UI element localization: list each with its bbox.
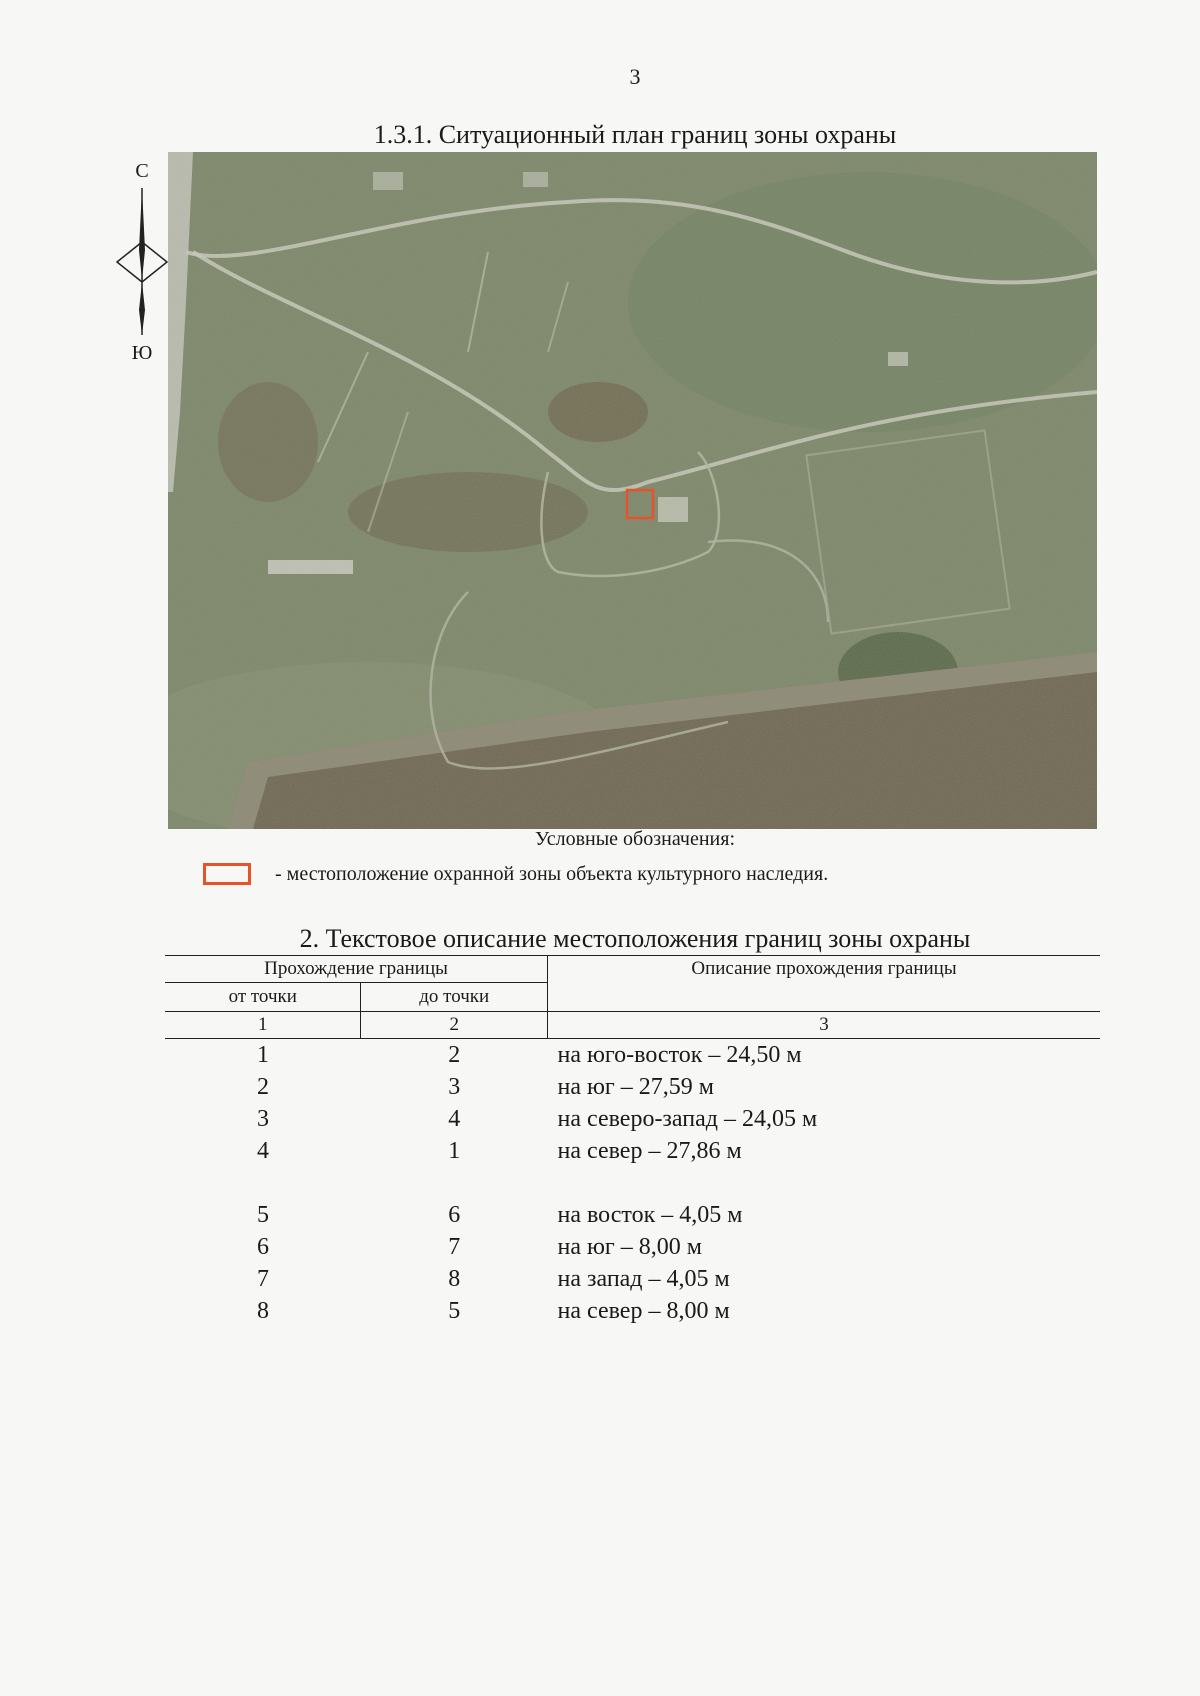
to-point: 4 xyxy=(448,1105,461,1132)
boundary-description: на север – 27,86 м xyxy=(557,1137,742,1164)
table-row xyxy=(165,1071,1100,1103)
from-point: 6 xyxy=(256,1233,269,1260)
header-to-point: до точки xyxy=(361,983,548,1012)
to-point: 8 xyxy=(448,1265,461,1292)
table-row xyxy=(165,1231,1100,1263)
col-number-3: 3 xyxy=(548,1012,1101,1039)
legend-item xyxy=(203,858,828,890)
to-point: 3 xyxy=(448,1073,461,1100)
from-point: 1 xyxy=(256,1041,269,1068)
from-point: 5 xyxy=(256,1201,269,1228)
legend-item-text: - местоположение охранной зоны объекта культурного наследия. xyxy=(275,862,829,885)
boundary-description: на юг – 27,59 м xyxy=(557,1073,714,1100)
from-point: 4 xyxy=(256,1137,269,1164)
boundary-description: на юго-восток – 24,50 м xyxy=(557,1041,802,1068)
header-from-point: от точки xyxy=(165,983,361,1012)
from-point: 8 xyxy=(256,1297,269,1324)
table-row xyxy=(165,1263,1100,1295)
boundary-description: на север – 8,00 м xyxy=(557,1297,730,1324)
to-point: 6 xyxy=(448,1201,461,1228)
table-row xyxy=(165,1295,1100,1327)
legend-marker-icon xyxy=(203,863,251,885)
boundary-description: на восток – 4,05 м xyxy=(557,1201,743,1228)
to-point: 1 xyxy=(448,1137,461,1164)
section-title: 2. Текстовое описание местоположения границ зоны охраны xyxy=(299,924,971,953)
boundary-description: на запад – 4,05 м xyxy=(557,1265,730,1292)
col-number-2: 2 xyxy=(361,1012,548,1039)
compass-north-label: С xyxy=(135,160,149,182)
header-boundary-passage: Прохождение границы xyxy=(165,956,548,983)
table-row xyxy=(165,1103,1100,1135)
compass-south-label: Ю xyxy=(131,342,153,364)
to-point: 5 xyxy=(448,1297,461,1324)
aerial-situation-map xyxy=(168,152,1097,829)
header-description: Описание прохождения границы xyxy=(548,956,1101,1012)
map-title: 1.3.1. Ситуационный план границ зоны охраны xyxy=(373,120,897,149)
from-point: 7 xyxy=(256,1265,269,1292)
boundary-description: на юг – 8,00 м xyxy=(557,1233,702,1260)
north-arrow-icon xyxy=(112,160,172,370)
table-row xyxy=(165,1135,1100,1167)
from-point: 3 xyxy=(256,1105,269,1132)
boundary-table xyxy=(165,955,1100,1327)
compass-rose xyxy=(112,160,172,370)
from-point: 2 xyxy=(256,1073,269,1100)
col-number-1: 1 xyxy=(165,1012,361,1039)
to-point: 7 xyxy=(448,1233,461,1260)
legend-title: Условные обозначения: xyxy=(534,828,736,850)
table-row xyxy=(165,1039,1100,1072)
table-row xyxy=(165,1199,1100,1231)
to-point: 2 xyxy=(448,1041,461,1068)
boundary-description: на северо-запад – 24,05 м xyxy=(557,1105,818,1132)
table-spacer-row xyxy=(165,1167,1100,1199)
page-number: 3 xyxy=(629,64,641,89)
